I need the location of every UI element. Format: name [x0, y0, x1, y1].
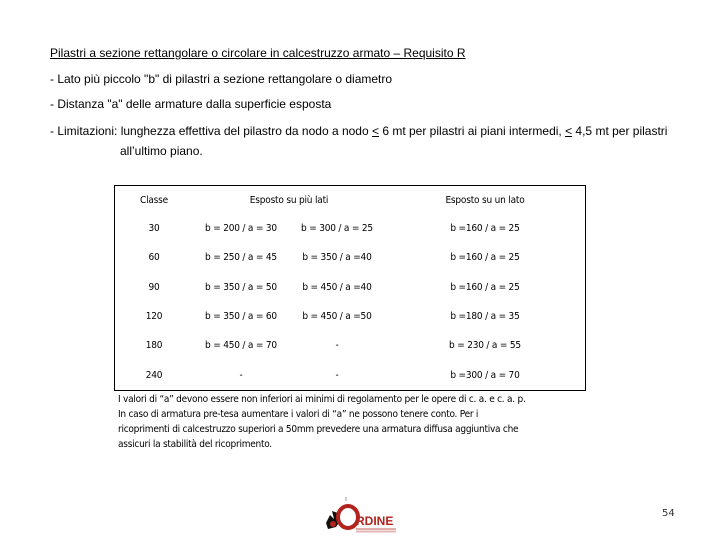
- table-header-row: [115, 186, 585, 214]
- bullet-limitazioni: [50, 124, 667, 138]
- cell-un-lato: b =300 / a = 70: [450, 369, 520, 381]
- cell-classe: 240: [145, 369, 163, 381]
- page-number: 54: [662, 508, 675, 519]
- header-esposto-un-lato: Esposto su un lato: [445, 194, 525, 206]
- cell-piu-lati-b: b = 450 / a =50: [302, 311, 372, 323]
- table-row: [115, 273, 585, 302]
- table-row: [115, 302, 585, 331]
- less-equal-symbol: <: [565, 124, 573, 138]
- requirements-table: [114, 185, 586, 391]
- cell-classe: 120: [145, 311, 163, 323]
- header-classe: Classe: [139, 194, 168, 206]
- cell-piu-lati-a: b = 350 / a = 50: [205, 281, 277, 293]
- cell-piu-lati-b: -: [335, 340, 339, 352]
- table-row: [115, 243, 585, 272]
- bullet-limitazioni-continuation: all’ultimo piano.: [120, 144, 203, 158]
- cell-piu-lati-b: b = 300 / a = 25: [301, 223, 373, 235]
- note-line: I valori di “a” devono essere non inferiori ai minimi di regolamento per le opere di c. a. e c. a. p.: [118, 394, 526, 405]
- cell-classe: 60: [148, 252, 160, 264]
- limitazioni-end: 4,5 mt per pilastri: [572, 124, 668, 138]
- cell-piu-lati-a: b = 250 / a = 45: [205, 252, 277, 264]
- cell-un-lato: b =180 / a = 35: [450, 311, 520, 323]
- cell-piu-lati-a: b = 200 / a = 30: [205, 223, 277, 235]
- table-row: [115, 360, 585, 389]
- cell-piu-lati-a: b = 450 / a = 70: [205, 340, 277, 352]
- cell-piu-lati-b: b = 450 / a =40: [302, 281, 372, 293]
- table-note: [118, 392, 588, 452]
- table-row: [115, 214, 585, 243]
- bullet-distanza-armature: - Distanza "a" delle armature dalla superficie esposta: [50, 97, 332, 111]
- logo-text: RDINE: [356, 514, 394, 528]
- cell-un-lato: b =160 / a = 25: [450, 252, 520, 264]
- note-line: ricoprimenti di calcestruzzo superiori a 50mm prevedere una armatura diffusa aggiuntiva che: [118, 424, 519, 435]
- ordine-logo-icon: [322, 497, 398, 537]
- cell-classe: 90: [148, 281, 160, 293]
- cell-classe: 30: [148, 223, 160, 235]
- cell-piu-lati-b: -: [335, 369, 339, 381]
- cell-un-lato: b = 230 / a = 55: [449, 340, 521, 352]
- limitazioni-start: - Limitazioni: lunghezza effettiva del pilastro da nodo a nodo: [50, 124, 372, 138]
- bullet-lato-piccolo: - Lato più piccolo "b" di pilastri a sezione rettangolare o diametro: [50, 72, 393, 86]
- header-esposto-piu-lati: Esposto su più lati: [249, 194, 329, 206]
- cell-piu-lati-a: -: [239, 369, 243, 381]
- note-line: In caso di armatura pre-tesa aumentare i valori di “a” ne possono tenere conto. Per i: [118, 409, 479, 420]
- cell-classe: 180: [145, 340, 163, 352]
- cell-un-lato: b =160 / a = 25: [450, 223, 520, 235]
- cell-piu-lati-b: b = 350 / a =40: [302, 252, 372, 264]
- cell-un-lato: b =160 / a = 25: [450, 281, 520, 293]
- table-row: [115, 331, 585, 360]
- limitazioni-mid: 6 mt per pilastri ai piani intermedi,: [379, 124, 566, 138]
- page-title: Pilastri a sezione rettangolare o circolare in calcestruzzo armato – Requisito R: [50, 46, 466, 60]
- cell-piu-lati-a: b = 350 / a = 60: [205, 311, 277, 323]
- less-equal-symbol: <: [371, 124, 379, 138]
- note-line: assicuri la stabilità del ricoprimento.: [118, 439, 272, 450]
